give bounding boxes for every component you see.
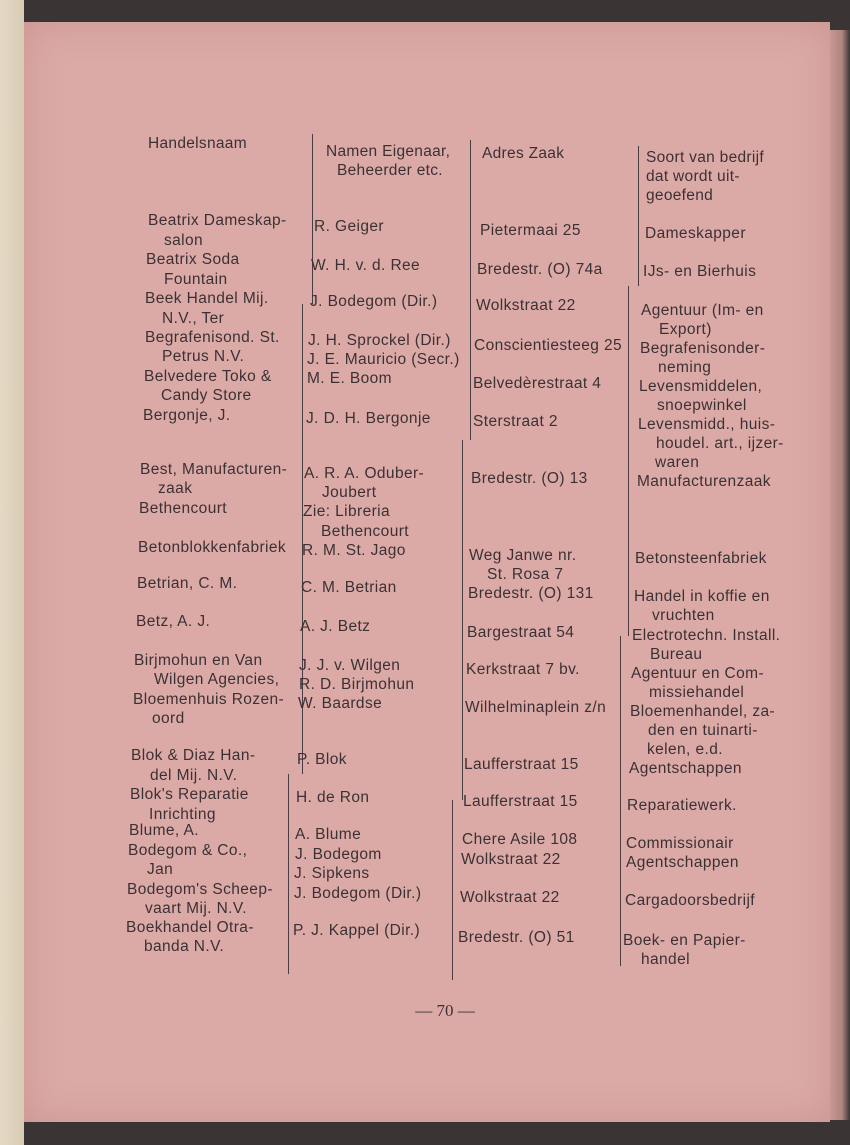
adres-line: St. Rosa 7 — [487, 566, 564, 583]
handelsnaam-line: Bloemenhuis Rozen- — [133, 691, 285, 708]
bedrijf-line: Reparatiewerk. — [627, 797, 737, 814]
eigenaar-line: J. Bodegom — [295, 846, 382, 863]
bedrijf-line: Agentschappen — [629, 760, 742, 777]
adres-line: Bredestr. (O) 74a — [477, 261, 603, 278]
handelsnaam-line: Inrichting — [149, 806, 216, 823]
eigenaar-line: J. H. Sprockel (Dir.) — [308, 332, 451, 349]
eigenaar-line: A. Blume — [295, 826, 362, 843]
header-soort-line3: geoefend — [646, 187, 714, 204]
adres-line: Bredestr. (O) 51 — [458, 929, 575, 946]
handelsnaam-line: Bethencourt — [139, 500, 227, 517]
eigenaar-line: P. J. Kappel (Dir.) — [293, 922, 421, 939]
handelsnaam-line: Beatrix Dameskap- — [148, 212, 287, 229]
handelsnaam-line: Blok's Reparatie — [130, 786, 249, 803]
adres-line: Laufferstraat 15 — [463, 793, 578, 810]
eigenaar-line: J. D. H. Bergonje — [306, 410, 431, 427]
eigenaar-line: C. M. Betrian — [301, 579, 397, 596]
header-soort-line1: Soort van bedrijf — [646, 149, 764, 166]
bedrijf-line: Electrotechn. Install. — [632, 627, 781, 644]
bedrijf-line: Boek- en Papier- — [623, 932, 746, 949]
header-soort-line2: dat wordt uit- — [646, 168, 740, 185]
eigenaar-line: J. Bodegom (Dir.) — [310, 293, 438, 310]
bedrijf-line: Commissionair — [626, 835, 734, 852]
handelsnaam-line: banda N.V. — [144, 938, 225, 955]
bedrijf-line: handel — [641, 951, 690, 968]
eigenaar-line: R. M. St. Jago — [302, 542, 406, 559]
bedrijf-line: Manufacturenzaak — [637, 473, 771, 490]
bedrijf-line: houdel. art., ijzer- — [656, 435, 784, 452]
adres-line: Weg Janwe nr. — [469, 547, 577, 564]
adres-line: Pietermaai 25 — [480, 222, 581, 239]
handelsnaam-line: zaak — [158, 480, 193, 497]
handelsnaam-line: Fountain — [164, 271, 228, 288]
handelsnaam-line: Best, Manufacturen- — [140, 461, 288, 478]
header-eigenaar-line1: Namen Eigenaar, — [326, 143, 451, 160]
eigenaar-line: J. Sipkens — [294, 865, 370, 882]
adres-line: Laufferstraat 15 — [464, 756, 579, 773]
bedrijf-line: Agentschappen — [626, 854, 739, 871]
column-rule-2 — [470, 140, 471, 440]
header-adres: Adres Zaak — [482, 145, 565, 162]
handelsnaam-line: Jan — [147, 861, 174, 878]
handelsnaam-line: Betrian, C. M. — [137, 575, 238, 592]
handelsnaam-line: Betz, A. J. — [136, 613, 211, 630]
adres-line: Belvedèrestraat 4 — [473, 375, 602, 392]
handelsnaam-line: Boekhandel Otra- — [126, 919, 254, 936]
handelsnaam-line: Begrafenisond. St. — [145, 329, 280, 346]
bedrijf-line: waren — [655, 454, 700, 471]
handelsnaam-line: Wilgen Agencies, — [154, 671, 280, 688]
bedrijf-line: Cargadoorsbedrijf — [625, 892, 756, 909]
eigenaar-line: R. D. Birjmohun — [299, 676, 415, 693]
adres-line: Wolkstraat 22 — [476, 297, 576, 314]
header-eigenaar-line2: Beheerder etc. — [337, 162, 443, 179]
adres-line: Wolkstraat 22 — [461, 851, 561, 868]
bedrijf-line: den en tuinarti- — [648, 722, 758, 739]
handelsnaam-line: Belvedere Toko & — [144, 368, 272, 385]
adres-line: Chere Asile 108 — [462, 831, 578, 848]
bedrijf-line: snoepwinkel — [657, 397, 747, 414]
bedrijf-line: Handel in koffie en — [634, 588, 770, 605]
eigenaar-line: M. E. Boom — [307, 370, 392, 387]
handelsnaam-line: Petrus N.V. — [162, 348, 245, 365]
adres-line: Bredestr. (O) 13 — [471, 470, 588, 487]
bedrijf-line: Agentuur (Im- en — [641, 302, 764, 319]
bedrijf-line: missiehandel — [649, 684, 745, 701]
bedrijf-line: Levensmidd., huis- — [638, 416, 776, 433]
bedrijf-line: Export) — [659, 321, 712, 338]
header-handelsnaam: Handelsnaam — [148, 135, 247, 152]
handelsnaam-line: oord — [152, 710, 185, 727]
eigenaar-line: J. E. Mauricio (Secr.) — [307, 351, 460, 368]
eigenaar-line: R. Geiger — [314, 218, 384, 235]
bedrijf-line: Agentuur en Com- — [631, 665, 765, 682]
handelsnaam-line: N.V., Ter — [162, 310, 225, 327]
adres-line: Wolkstraat 22 — [460, 889, 560, 906]
bedrijf-line: Bureau — [650, 646, 703, 663]
handelsnaam-line: Bodegom's Scheep- — [127, 881, 273, 898]
handelsnaam-line: Bergonje, J. — [143, 407, 231, 424]
eigenaar-line: Zie: Libreria — [303, 503, 391, 520]
eigenaar-line: Bethencourt — [321, 523, 409, 540]
bedrijf-line: neming — [658, 359, 712, 376]
eigenaar-line: A. R. A. Oduber- — [304, 465, 425, 482]
adres-line: Sterstraat 2 — [473, 413, 558, 430]
adres-line: Bargestraat 54 — [467, 624, 575, 641]
bedrijf-line: kelen, e.d. — [647, 741, 723, 758]
eigenaar-line: Joubert — [322, 484, 377, 501]
bedrijf-line: IJs- en Bierhuis — [643, 263, 757, 280]
eigenaar-line: W. H. v. d. Ree — [311, 257, 421, 274]
bedrijf-line: Levensmiddelen, — [639, 378, 763, 395]
eigenaar-line: H. de Ron — [296, 789, 370, 806]
handelsnaam-line: del Mij. N.V. — [150, 767, 238, 784]
page-edge — [830, 30, 850, 1120]
eigenaar-line: A. J. Betz — [300, 618, 371, 635]
bedrijf-line: Bloemenhandel, za- — [630, 703, 776, 720]
handelsnaam-line: Bodegom & Co., — [128, 842, 248, 859]
eigenaar-line: W. Baardse — [298, 695, 383, 712]
bedrijf-line: Dameskapper — [645, 225, 746, 242]
handelsnaam-line: Betonblokkenfabriek — [138, 539, 287, 556]
book-spine — [0, 0, 24, 1145]
bedrijf-line: Betonsteenfabriek — [635, 550, 767, 567]
handelsnaam-line: Blume, A. — [129, 822, 199, 839]
eigenaar-line: P. Blok — [297, 751, 347, 768]
eigenaar-line: J. Bodegom (Dir.) — [294, 885, 422, 902]
handelsnaam-line: Blok & Diaz Han- — [131, 747, 256, 764]
handelsnaam-line: vaart Mij. N.V. — [145, 900, 247, 917]
bedrijf-line: Begrafenisonder- — [640, 340, 766, 357]
handelsnaam-line: salon — [164, 232, 204, 249]
adres-line: Conscientiesteeg 25 — [474, 337, 623, 354]
bedrijf-line: vruchten — [652, 607, 715, 624]
handelsnaam-line: Beatrix Soda — [146, 251, 240, 268]
handelsnaam-line: Birjmohun en Van — [134, 652, 263, 669]
handelsnaam-line: Candy Store — [161, 387, 252, 404]
handelsnaam-line: Beek Handel Mij. — [145, 290, 269, 307]
adres-line: Wilhelminaplein z/n — [465, 699, 607, 716]
adres-line: Bredestr. (O) 131 — [468, 585, 594, 602]
eigenaar-line: J. J. v. Wilgen — [299, 657, 401, 674]
adres-line: Kerkstraat 7 bv. — [466, 661, 580, 678]
page-number: — 70 — — [415, 1001, 475, 1020]
